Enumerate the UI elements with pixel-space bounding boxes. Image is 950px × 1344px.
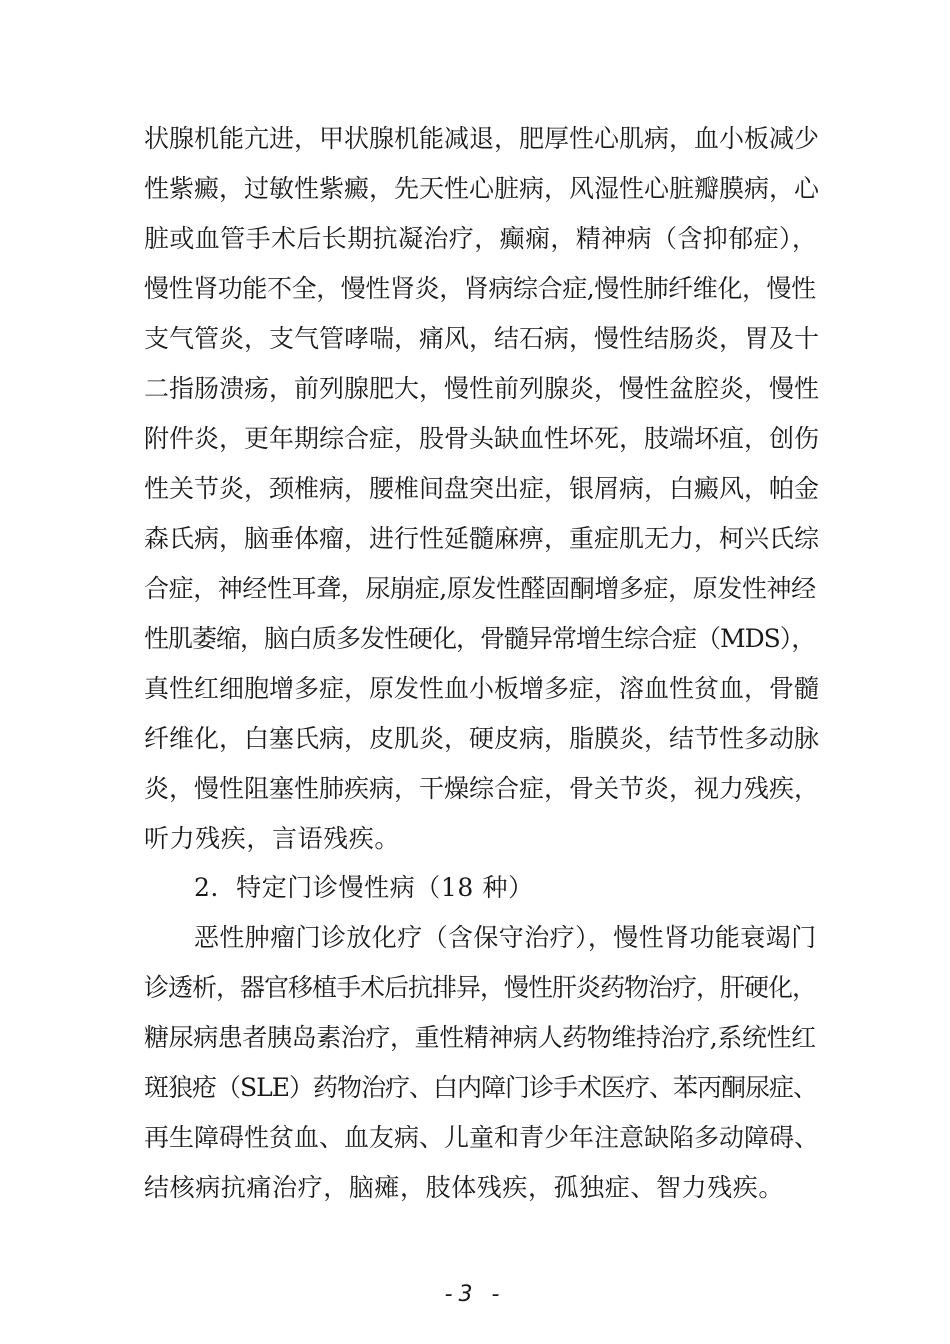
page-number: -3 - — [444, 1282, 506, 1307]
body-text-line: 斑狼疮（SLE）药物治疗、白内障门诊手术医疗、苯丙酮尿症、 — [144, 1073, 817, 1102]
body-text-line: 脏或血管手术后长期抗凝治疗，癫痫，精神病（含抑郁症）， — [144, 224, 818, 253]
body-text-line: 炎，慢性阻塞性肺疾病，干燥综合症，骨关节炎，视力残疾， — [144, 774, 820, 803]
body-text-line: 性紫癜，过敏性紫癜，先天性心脏病，风湿性心脏瓣膜病，心 — [144, 174, 820, 203]
body-text-line: 慢性肾功能不全，慢性肾炎，肾病综合症,慢性肺纤维化，慢性 — [144, 274, 816, 303]
body-text-line: 诊透析，器官移植手术后抗排异，慢性肝炎药物治疗，肝硬化， — [144, 973, 817, 1002]
body-text-line: 森氏病，脑垂体瘤，进行性延髓麻痹，重症肌无力，柯兴氏综 — [144, 524, 820, 553]
body-text-line: 二指肠溃疡，前列腺肥大，慢性前列腺炎，慢性盆腔炎，慢性 — [144, 374, 820, 403]
section-heading: 2．特定门诊慢性病（18 种） — [194, 873, 534, 902]
body-text-line: 恶性肿瘤门诊放化疗（含保守治疗），慢性肾功能衰竭门 — [194, 923, 817, 952]
body-text-line: 真性红细胞增多症，原发性血小板增多症，溶血性贫血，骨髓 — [144, 674, 820, 703]
body-text-line: 再生障碍性贫血、血友病、儿童和青少年注意缺陷多动障碍、 — [144, 1123, 820, 1152]
body-text-line: 支气管炎，支气管哮喘，痛风，结石病，慢性结肠炎，胃及十 — [144, 324, 820, 353]
body-text-line: 状腺机能亢进，甲状腺机能减退，肥厚性心肌病，血小板减少 — [144, 124, 820, 153]
body-text-line: 结核病抗痛治疗，脑瘫，肢体残疾，孤独症、智力残疾。 — [144, 1173, 785, 1202]
body-text-line: 纤维化，白塞氏病，皮肌炎，硬皮病，脂膜炎，结节性多动脉 — [144, 724, 820, 753]
body-text-line: 合症，神经性耳聋，尿崩症,原发性醛固酮增多症，原发性神经 — [144, 574, 816, 603]
body-text-line: 附件炎，更年期综合症，股骨头缺血性坏死，肢端坏疽，创伤 — [144, 424, 820, 453]
body-text-line: 听力残疾，言语残疾。 — [144, 824, 401, 853]
body-text-line: 性关节炎，颈椎病，腰椎间盘突出症，银屑病，白癜风，帕金 — [144, 474, 820, 503]
body-text-line: 糖尿病患者胰岛素治疗，重性精神病人药物维持治疗,系统性红 — [144, 1023, 816, 1052]
body-text-line: 性肌萎缩，脑白质多发性硬化，骨髓异常增生综合症（MDS）， — [144, 624, 816, 653]
